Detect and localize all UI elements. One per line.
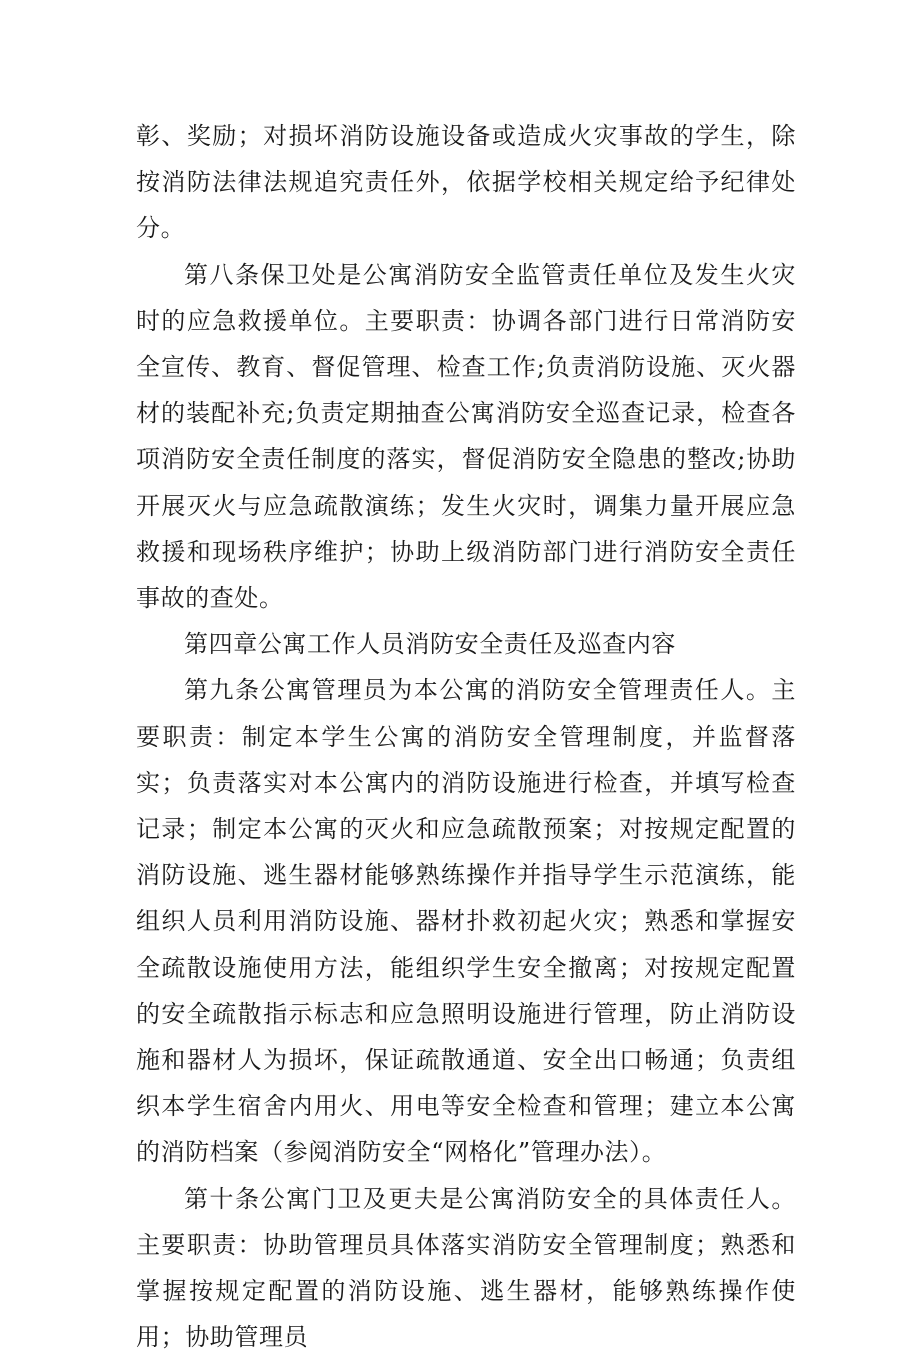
chapter-4-heading: 第四章公寓工作人员消防安全责任及巡查内容 xyxy=(184,630,676,659)
paragraph-article-9: 第九条公寓管理员为本公寓的消防安全管理责任人。主要职责：制定本学生公寓的消防安全管理制度，并监督落实；负责落实对本公寓内的消防设施进行检查，并填写检查记录；制定本公寓的灭火和应急疏散预案；对按规定配置的消防设施、逃生器材能够熟练操作并指导学生示范演练，能组织人员利用消防设施、器材扑救初起火灾；熟悉和掌握安全疏散设施使用方法，能组织学生安全撤离；对按规定配置的安全疏散指示标志和应急照明设施进行管理，防止消防设施和器材人为损坏，保证疏散通道、安全出口畅通；负责组织本学生宿舍内用火、用电等安全检查和管理；建立本公寓的消防档案（参阅消防安全“网格化”管理办法）。 xyxy=(136,676,796,1167)
paragraph-article-10: 第十条公寓门卫及更夫是公寓消防安全的具体责任人。主要职责：协助管理员具体落实消防安全管理制度；熟悉和掌握按规定配置的消防设施、逃生器材，能够熟练操作使用；协助管理员 xyxy=(136,1184,796,1352)
paragraph-article-8: 第八条保卫处是公寓消防安全监管责任单位及发生火灾时的应急救援单位。主要职责：协调各部门进行日常消防安全宣传、教育、督促管理、检查工作;负责消防设施、灭火器材的装配补充;负责定期抽查公寓消防安全巡查记录，检查各项消防安全责任制度的落实，督促消防安全隐患的整改;协助开展灭火与应急疏散演练；发生火灾时，调集力量开展应急救援和现场秩序维护；协助上级消防部门进行消防安全责任事故的查处。 xyxy=(136,260,796,613)
document-body xyxy=(136,113,796,1360)
paragraph-discipline-clause: 彰、奖励；对损坏消防设施设备或造成火灾事故的学生，除按消防法律法规追究责任外，依据学校相关规定给予纪律处分。 xyxy=(136,122,796,243)
